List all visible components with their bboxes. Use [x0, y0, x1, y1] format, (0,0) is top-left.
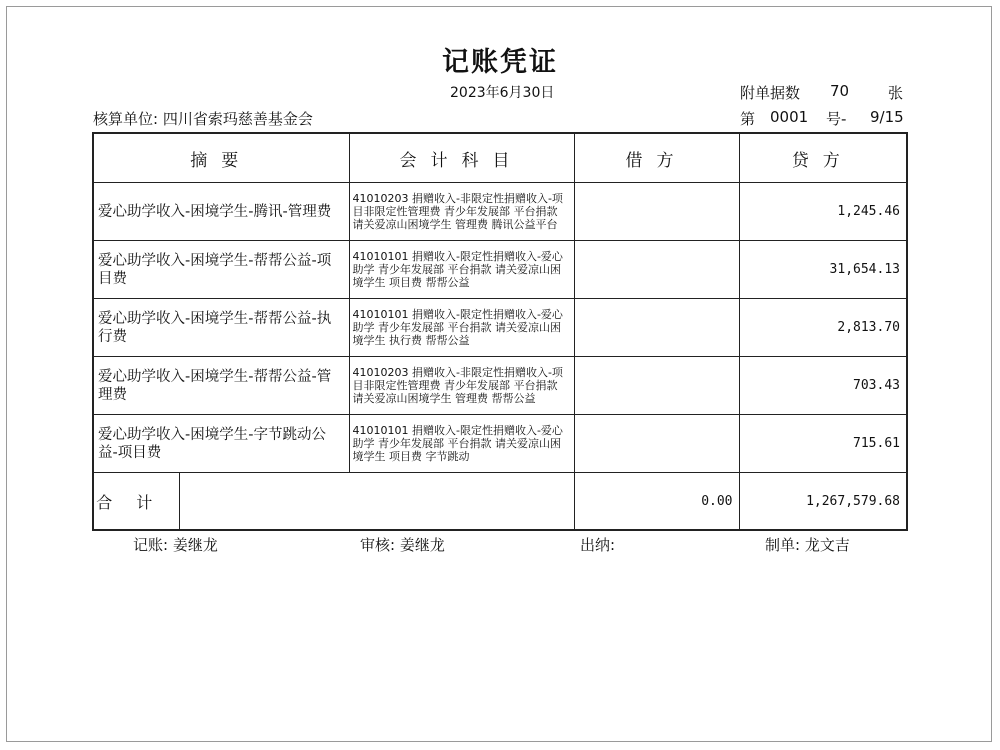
voucher-page: 9/15	[870, 108, 904, 126]
row-credit: 1,245.46	[739, 183, 907, 241]
preparer-signature: 制单: 龙文吉	[765, 536, 850, 554]
header-summary: 摘要	[93, 133, 349, 183]
total-debit: 0.00	[574, 473, 739, 531]
row-account: 41010101 捐赠收入-限定性捐赠收入-爱心助学 青少年发展部 平台捐款 请关爱凉山困境学生 执行费 帮帮公益	[349, 299, 574, 357]
header-debit: 借方	[574, 133, 739, 183]
attachment-number: 70	[830, 82, 850, 100]
total-credit: 1,267,579.68	[739, 473, 907, 531]
voucher-no: 0001	[770, 108, 809, 126]
voucher-title: 记账凭证	[442, 47, 558, 78]
row-summary: 爱心助学收入-困境学生-腾讯-管理费	[93, 183, 349, 241]
table-row	[93, 241, 907, 299]
table-row	[93, 415, 907, 473]
attachment-label: 附单据数	[740, 84, 801, 102]
bookkeeper-signature: 记账: 姜继龙	[133, 536, 218, 554]
row-debit	[574, 299, 739, 357]
row-account: 41010203 捐赠收入-非限定性捐赠收入-项目非限定性管理费 青少年发展部 平台捐款 请关爱凉山困境学生 管理费 腾讯公益平台	[349, 183, 574, 241]
row-credit: 2,813.70	[739, 299, 907, 357]
row-summary: 爱心助学收入-困境学生-帮帮公益-管理费	[93, 357, 349, 415]
voucher-table	[92, 132, 908, 531]
row-account: 41010203 捐赠收入-非限定性捐赠收入-项目非限定性管理费 青少年发展部 平台捐款 请关爱凉山困境学生 管理费 帮帮公益	[349, 357, 574, 415]
reviewer-signature: 审核: 姜继龙	[360, 536, 445, 554]
row-credit: 31,654.13	[739, 241, 907, 299]
row-debit	[574, 241, 739, 299]
table-header-row	[93, 133, 907, 183]
row-credit: 703.43	[739, 357, 907, 415]
total-label: 合计	[93, 473, 179, 531]
accounting-unit: 核算单位: 四川省索玛慈善基金会	[93, 110, 313, 128]
total-row	[93, 473, 907, 531]
row-account: 41010101 捐赠收入-限定性捐赠收入-爱心助学 青少年发展部 平台捐款 请关爱凉山困境学生 项目费 帮帮公益	[349, 241, 574, 299]
row-summary: 爱心助学收入-困境学生-帮帮公益-项目费	[93, 241, 349, 299]
row-debit	[574, 357, 739, 415]
table-row	[93, 357, 907, 415]
attachment-unit: 张	[888, 84, 904, 102]
header-account: 会计科目	[349, 133, 574, 183]
table-row	[93, 299, 907, 357]
row-account: 41010101 捐赠收入-限定性捐赠收入-爱心助学 青少年发展部 平台捐款 请关爱凉山困境学生 项目费 字节跳动	[349, 415, 574, 473]
row-debit	[574, 183, 739, 241]
row-debit	[574, 415, 739, 473]
row-credit: 715.61	[739, 415, 907, 473]
voucher-di: 第	[740, 110, 756, 128]
row-summary: 爱心助学收入-困境学生-字节跳动公益-项目费	[93, 415, 349, 473]
header-credit: 贷方	[739, 133, 907, 183]
voucher-hao: 号-	[826, 110, 847, 128]
voucher-date: 2023年6月30日	[450, 85, 555, 101]
table-row	[93, 183, 907, 241]
total-blank	[179, 473, 574, 531]
cashier-signature: 出纳:	[580, 536, 616, 554]
row-summary: 爱心助学收入-困境学生-帮帮公益-执行费	[93, 299, 349, 357]
